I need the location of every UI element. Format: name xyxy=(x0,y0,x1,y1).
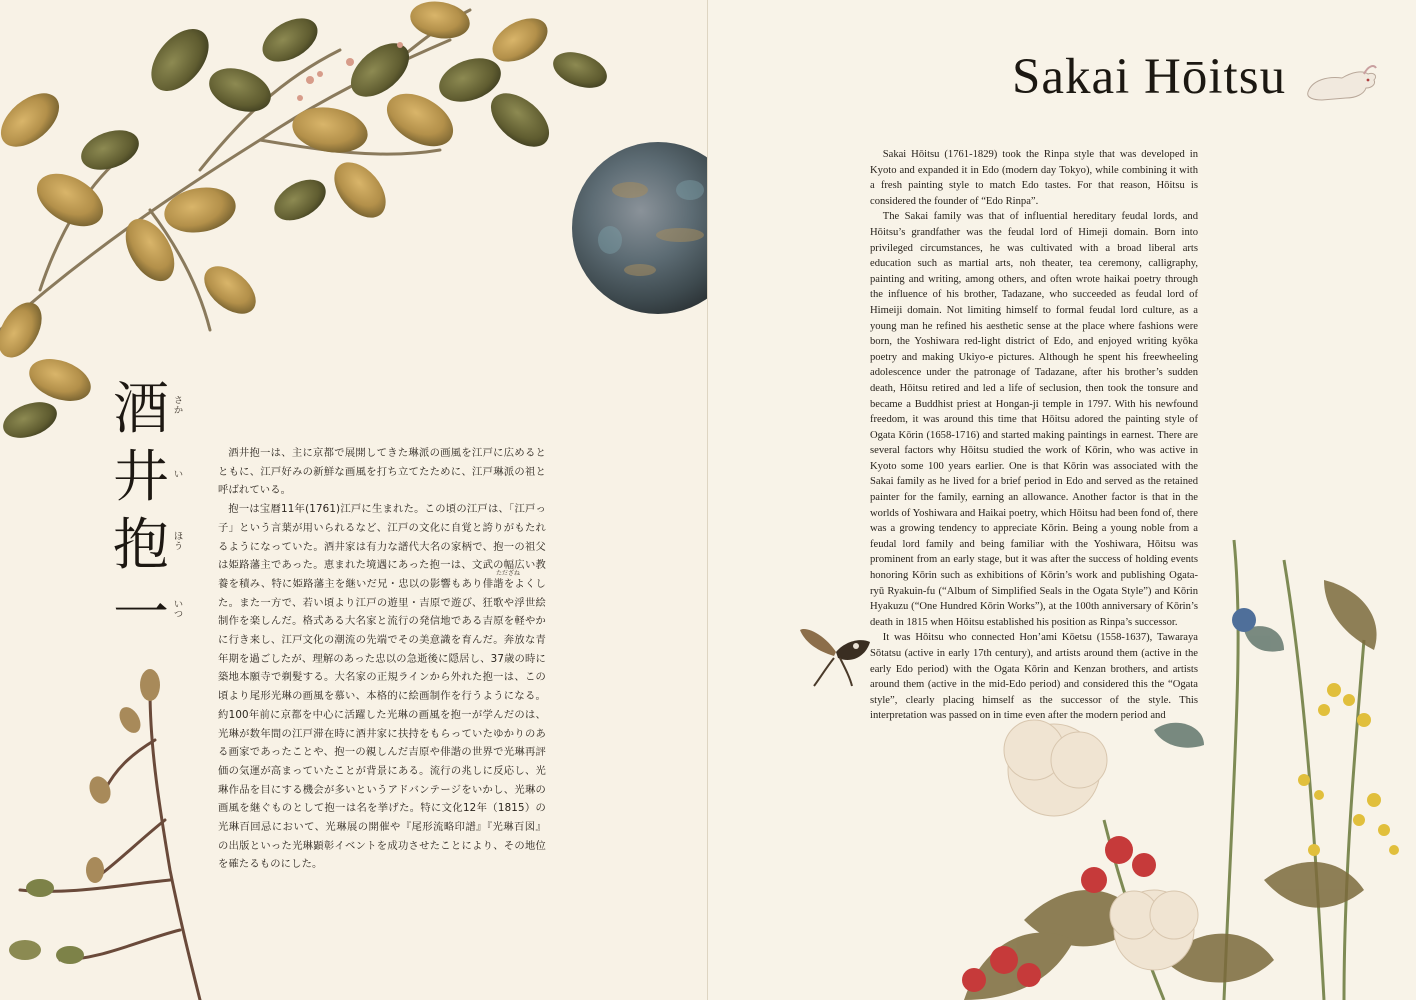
english-title: Sakai Hōitsu xyxy=(1012,49,1287,105)
title-char: 一 xyxy=(113,581,169,646)
title-char: 酒 xyxy=(113,377,169,442)
body-paragraph: Sakai Hōitsu (1761-1829) took the Rinpa style that was developed in Kyoto and expanded it in Edo (modern day Tokyo), while combining it with a fresh painting style to match Edo tastes. For that reason, Hōitsu is considered the founder of “Edo Rinpa”. xyxy=(870,149,1198,207)
title-ruby: いつ xyxy=(174,600,184,620)
title-char: 井 xyxy=(113,445,169,510)
title-ruby: い xyxy=(174,470,184,480)
title-char: 抱 xyxy=(113,513,169,578)
butterfly-icon xyxy=(796,616,876,688)
body-paragraph: 酒井抱一は、主に京都で展開してきた琳派の画風を江戸に広めるとともに、江戸好みの新鮮な画風を打ち立てたために、江戸琳派の祖と呼ばれている。 xyxy=(218,447,546,497)
english-body-text xyxy=(870,147,1198,724)
bare-branch-illustration xyxy=(0,660,230,1000)
body-paragraph: The Sakai family was that of influential hereditary feudal lords, and Hōitsu’s grandfather was the feudal lord of Himeji domain. Born into privileged circumstances, he was cultivated with a broad liberal arts education such as martial arts, noh theater, tea ceremony, calligraphy, painting and writing, among others, and often wrote haikai poetry through the influence of his brother, Tadazane, who succeeded as feudal lord of Himeiji domain. Not limiting himself to formal feudal lord culture, as a young man he refined his aesthetic sense at the place where fashions were born, the Yoshiwara red-light district of Edo, and enjoyed writing kyōka poetry and making Ukiyo-e pictures. Although he spent his freewheeling adolescence under the patronage of Tadazane, after his brother’s sudden death, Hōitsu retired and led a life of seclusion, then took the tonsure and became a Buddhist priest at Hongan-ji temple in 1797. With his newfound freedom, it was around this time that Hōitsu adored the painting style of Ogata Kōrin (1658-1716) and started making paintings in earnest. There are several factors why Hōitsu studied the work of Kōrin, who was active in Kyoto some 100 years earlier. One is that Kōrin was associated with the Sakai family as he lived for a brief period in Edo and served as the retained painter for the family, earning an allowance. Another factor is that in the worlds of Yoshiwara and Haikai poetry, which Hōitsu had been fond of, there was a growing tendency to appreciate Kōrin. Being a young noble from a feudal lord family and being familiar with the Yoshiwara, Hōitsu was prominent from an early stage, but it was after the success of holding events honoring Kōrin such as exhibitions of Kōrin’s work and publishing Ogata-ryū Ryakuin-fu (“Album of Simplified Seals in the Ogata Style”) and Kōrin Hyakuzu (“One Hundred Kōrin Works”), at the 100th anniversary of Kōrin’s death in 1815 when Hōitsu established his position as Rinpa’s successor. xyxy=(870,211,1198,628)
title-ruby: さか xyxy=(174,396,184,416)
title-ruby: ほう xyxy=(174,532,184,552)
rabbit-icon xyxy=(1302,62,1382,106)
japanese-title xyxy=(110,376,172,648)
japanese-body-text xyxy=(218,444,546,874)
furigana-tadazane: ただざね xyxy=(496,570,521,577)
body-paragraph: 抱一は宝暦11年(1761)江戸に生まれた。この頃の江戸は、「江戸っ子」という言葉が用いられるなど、江戸の文化に自覚と誇りがもたれるようになっていた。酒井家は有力な譜代大名の家柄で、抱一の祖父は姫路藩主であった。恵まれた境遇にあった抱一は、文武の幅広い教養を積み、特に姫路藩主を継いだ兄・忠以の影響もあり俳諧をよくした。また一方で、若い頃より江戸の遊里・吉原で遊び、狂歌や浮世絵制作を楽しんだ。格式ある大名家と流行の発信地である吉原を軽やかに行き来し、江戸文化の潮流の先端でその美意識を育んだ。奔放な青年期を過ごしたが、理解のあった忠以の急逝後に隠居し、37歳の時に築地本願寺で剃髪する。大名家の正規ラインから外れた抱一は、この頃より尾形光琳の画風を慕い、本格的に絵画制作を行うようになる。約100年前に京都を中心に活躍した光琳の画風を抱一が学んだのは、光琳が数年間の江戸滞在時に酒井家に扶持をもらっていたゆかりのある画家であったことや、抱一の親しんだ吉原や俳諧の世界で光琳再評価の気運が高まっていたことが背景にある。流行の兆しに反応し、光琳作品を目にする機会が多いというアドバンテージをいかし、光琳の画風を継ぐものとして抱一は名を挙げた。特に文化12年（1815）の光琳百回忌において、光琳展の開催や『尾形流略印譜』『光琳百図』の出版といった光琳顕彰イベントを成功させたことにより、その地位を確たるものにした。 xyxy=(218,503,546,871)
body-paragraph: It was Hōitsu who connected Hon’ami Kōetsu (1558-1637), Tawaraya Sōtatsu (active in early 17th century), and artists around them (active in the early Edo period) with the Ogata Kōrin and Kenzan brothers, and artists around them (active in the mid-Edo period) and considered this the “Ogata style”, clearly placing himself as the successor of the style. This interpretation was passed on in time even after the modern period and xyxy=(870,632,1198,722)
right-page xyxy=(708,0,1416,1000)
